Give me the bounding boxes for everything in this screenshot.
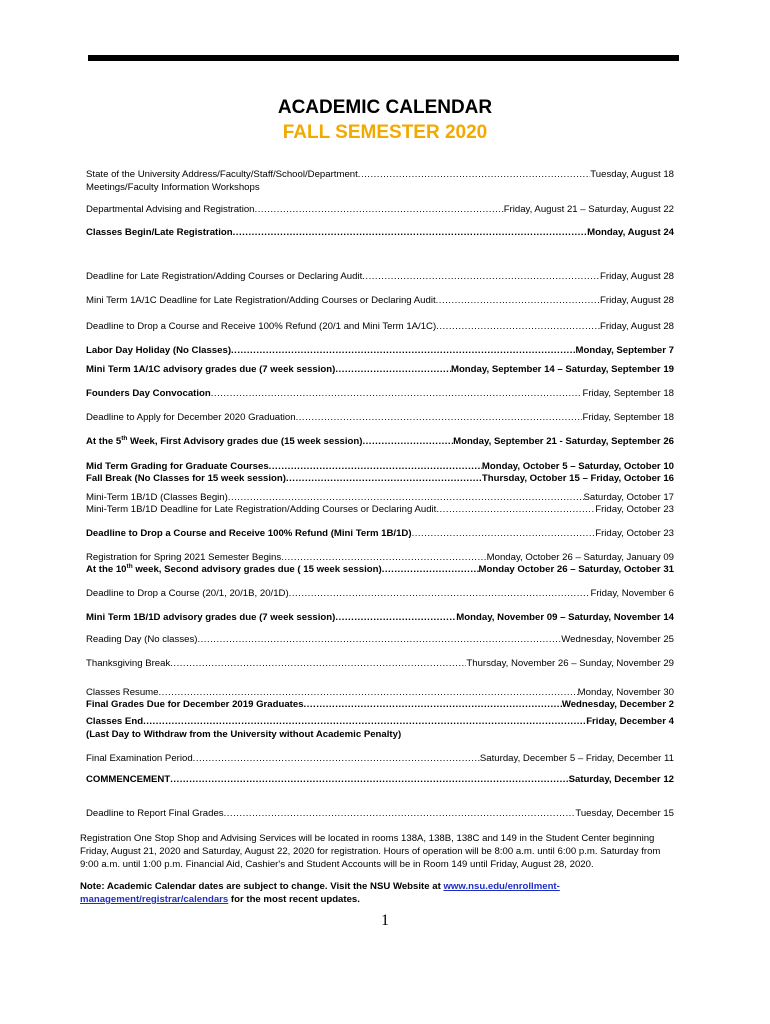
entry-label: Mini Term 1A/1C Deadline for Late Registration/Adding Courses or Declaring Audit <box>86 295 436 306</box>
entry-date: Friday, August 28 <box>600 295 674 306</box>
entry-label: Deadline for Late Registration/Adding Courses or Declaring Audit <box>86 271 363 282</box>
entry-label: Deadline to Drop a Course and Receive 100% Refund (20/1 and Mini Term 1A/1C) <box>86 321 437 332</box>
note-suffix: for the most recent updates. <box>228 894 360 905</box>
page-subtitle: FALL SEMESTER 2020 <box>282 122 488 143</box>
entry-date: Friday, November 6 <box>590 588 674 599</box>
calendar-link[interactable]: www.nsu.edu/enrollment-management/registrar/calendars <box>80 881 560 905</box>
entry-date: Friday, October 23 <box>595 528 674 539</box>
calendar-entry <box>86 387 674 400</box>
dot-leader <box>224 807 576 820</box>
dot-leader <box>358 168 590 181</box>
entry-date: Friday, October 23 <box>595 504 674 515</box>
dot-leader <box>382 563 479 576</box>
entry-date: Tuesday, August 18 <box>590 169 674 180</box>
entry-date: Friday, September 18 <box>582 412 674 423</box>
entry-date: Monday, September 14 – Saturday, September 19 <box>450 364 674 375</box>
entry-date: Friday, September 18 <box>582 388 674 399</box>
entry-label: Classes Resume <box>86 687 159 698</box>
calendar-entry <box>86 698 674 711</box>
entry-date: Thursday, October 15 – Friday, October 16 <box>481 473 674 484</box>
entry-label: Classes Begin/Late Registration <box>86 227 233 238</box>
dot-leader <box>296 411 583 424</box>
entry-label: Thanksgiving Break <box>86 658 171 669</box>
entry-date: Monday, October 5 – Saturday, October 10 <box>481 461 674 472</box>
entry-label: Classes End <box>86 716 144 727</box>
dot-leader <box>362 270 600 283</box>
entry-label: Final Examination Period <box>86 753 193 764</box>
calendar-entry <box>86 807 674 820</box>
calendar-entry <box>86 270 674 283</box>
entry-label: Mini-Term 1B/1D Deadline for Late Registration/Adding Courses or Declaring Audit <box>86 504 437 515</box>
entry-label: Deadline to Report Final Grades <box>86 808 224 819</box>
top-rule <box>88 55 679 61</box>
entry-label: Registration for Spring 2021 Semester Begins <box>86 552 282 563</box>
calendar-entry <box>86 226 674 239</box>
calendar-entry <box>86 611 674 624</box>
calendar-entry <box>86 657 674 670</box>
dot-leader <box>197 633 561 646</box>
entry-date: Monday, November 09 – Saturday, November 14 <box>456 612 674 623</box>
calendar-entry <box>86 587 674 600</box>
calendar-entry <box>86 773 674 786</box>
dot-leader <box>193 752 480 765</box>
entry-date: Thursday, November 26 – Sunday, November 29 <box>466 658 674 669</box>
entry-date: Friday, August 28 <box>600 271 674 282</box>
entry-date: Monday, November 30 <box>577 687 674 698</box>
dot-leader <box>436 503 595 516</box>
entry-date: Friday, August 28 <box>600 321 674 332</box>
entry-date: Tuesday, December 15 <box>575 808 674 819</box>
entry-label: Mini-Term 1B/1D (Classes Begin) <box>86 492 228 503</box>
calendar-entry <box>86 294 674 307</box>
dot-leader <box>289 587 591 600</box>
dot-leader <box>335 363 451 376</box>
calendar-entry <box>86 715 674 741</box>
calendar-entry <box>86 472 674 485</box>
entry-date: Monday, August 24 <box>587 227 674 238</box>
entry-note: (Last Day to Withdraw from the University without Academic Penalty) <box>86 729 402 740</box>
calendar-entry <box>86 752 674 765</box>
entry-date: Wednesday, December 2 <box>561 699 674 710</box>
calendar-entry <box>86 503 674 516</box>
dot-leader <box>170 657 466 670</box>
calendar-entry <box>86 633 674 646</box>
entry-label: Mini Term 1B/1D advisory grades due (7 week session) <box>86 612 336 623</box>
entry-note: Meetings/Faculty Information Workshops <box>86 182 260 193</box>
dot-leader <box>412 527 596 540</box>
entry-date: Monday October 26 – Saturday, October 31 <box>478 564 674 575</box>
dot-leader <box>436 294 600 307</box>
entry-label: Reading Day (No classes) <box>86 634 198 645</box>
calendar-entry <box>86 344 674 357</box>
entry-label: Mini Term 1A/1C advisory grades due (7 week session) <box>86 364 336 375</box>
calendar-entry <box>86 203 674 216</box>
note-prefix: Note: Academic Calendar dates are subject to change. Visit the NSU Website at <box>80 881 444 892</box>
dot-leader <box>286 472 482 485</box>
entry-label: Fall Break (No Classes for 15 week session) <box>86 473 286 484</box>
entry-date: Monday, September 7 <box>575 345 674 356</box>
dot-leader <box>211 387 583 400</box>
info-paragraph: Registration One Stop Shop and Advising Services will be located in rooms 138A, 138B, 138C and 149 in the Student Center beginning Friday, August 21, 2020 and Saturday, August 22, 2020 for registration. Hours of operation will be 8:00 a.m. until 6:00 p.m. Saturday from 9:00 a.m. until 1:00 p.m. Financial Aid, Cashier's and Student Accounts will be in Room 149 until Friday, August 28, 2020. <box>80 833 661 870</box>
entry-date: Monday, September 21 - Saturday, September 26 <box>453 436 674 447</box>
entry-label: Mid Term Grading for Graduate Courses <box>86 461 269 472</box>
entry-label: State of the University Address/Faculty/Staff/School/Department <box>86 169 358 180</box>
entry-label: Deadline to Apply for December 2020 Graduation <box>86 412 296 423</box>
entry-date: Saturday, October 17 <box>583 492 674 503</box>
entry-label: COMMENCEMENT <box>86 774 171 785</box>
dot-leader <box>143 715 586 728</box>
calendar-entry <box>86 411 674 424</box>
page-number: 1 <box>381 912 389 929</box>
calendar-entry <box>86 435 674 448</box>
calendar-entry <box>86 563 674 576</box>
calendar-entry <box>86 527 674 540</box>
entry-label: Labor Day Holiday (No Classes) <box>86 345 232 356</box>
entry-label: At the 5th Week, First Advisory grades due (15 week session) <box>86 434 363 447</box>
entry-label: At the 10th week, Second advisory grades due ( 15 week session) <box>86 562 382 575</box>
entry-label: Founders Day Convocation <box>86 388 211 399</box>
entry-label: Deadline to Drop a Course and Receive 100% Refund (Mini Term 1B/1D) <box>86 528 412 539</box>
dot-leader <box>255 203 504 216</box>
entry-date: Saturday, December 12 <box>568 774 674 785</box>
entry-date: Wednesday, November 25 <box>561 634 674 645</box>
entry-label: Deadline to Drop a Course (20/1, 20/1B, 20/1D) <box>86 588 289 599</box>
calendar-entry <box>86 363 674 376</box>
dot-leader <box>231 344 576 357</box>
entry-date: Saturday, December 5 – Friday, December 11 <box>479 753 674 764</box>
entry-date: Monday, October 26 – Saturday, January 09 <box>486 552 674 563</box>
entry-label: Departmental Advising and Registration <box>86 204 255 215</box>
dot-leader <box>362 435 453 448</box>
entry-date: Friday, December 4 <box>586 716 674 727</box>
dot-leader <box>335 611 456 624</box>
entry-label: Final Grades Due for December 2019 Graduates <box>86 699 304 710</box>
dot-leader <box>304 698 562 711</box>
calendar-entry <box>86 320 674 333</box>
dot-leader <box>233 226 587 239</box>
dot-leader <box>170 773 568 786</box>
page-title: ACADEMIC CALENDAR <box>277 97 493 118</box>
calendar-entry <box>86 168 674 194</box>
note-paragraph <box>80 880 680 906</box>
entry-date: Friday, August 21 – Saturday, August 22 <box>503 204 674 215</box>
dot-leader <box>436 320 600 333</box>
